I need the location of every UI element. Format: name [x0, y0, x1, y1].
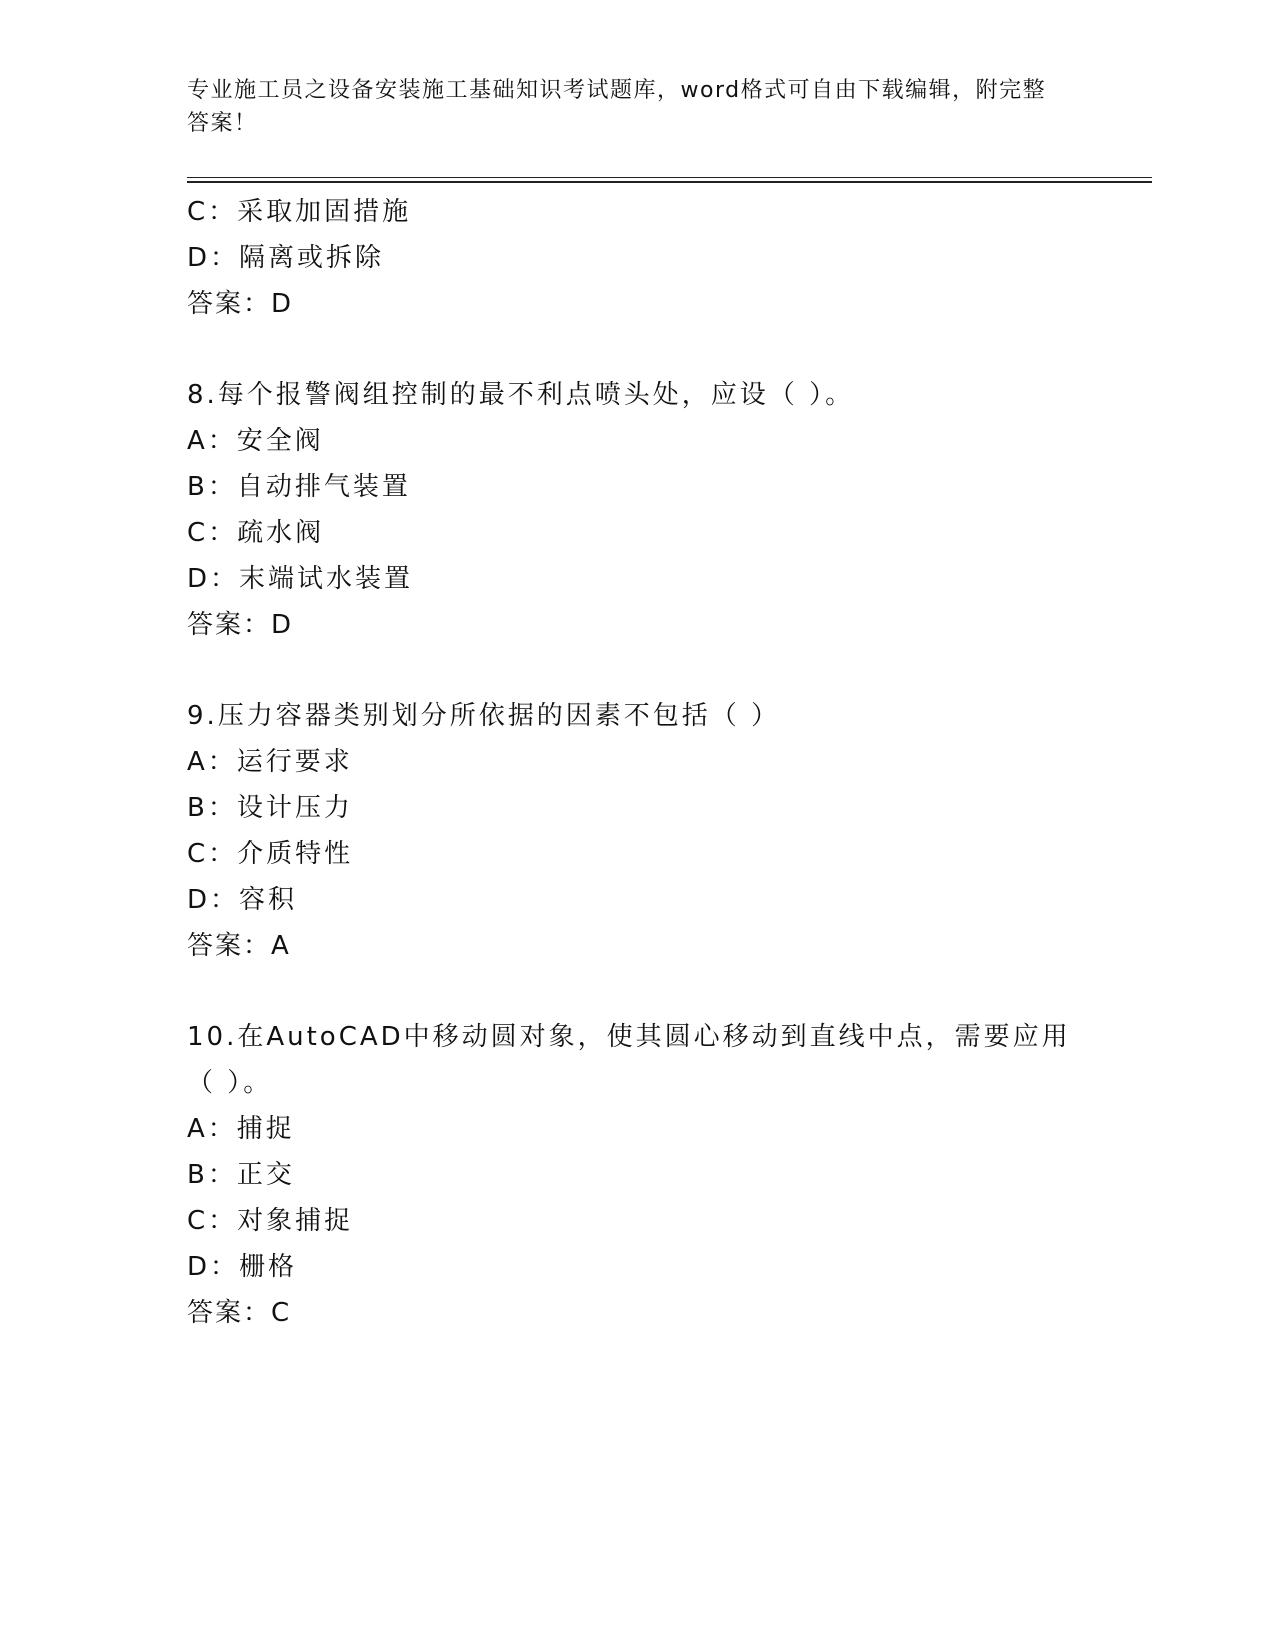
answer-line: 答案：C — [187, 1298, 292, 1328]
answer-line: 答案：A — [187, 931, 291, 961]
header-divider-thin — [187, 177, 1152, 178]
question-stem: 9.压力容器类别划分所依据的因素不包括（ ） — [187, 701, 781, 731]
spacer — [187, 969, 1087, 1014]
question-block-prev — [187, 189, 1087, 327]
question-block-8 — [187, 372, 1087, 648]
header-divider-thick — [187, 181, 1152, 183]
option-b: B：自动排气装置 — [187, 472, 411, 502]
option-a: A：运行要求 — [187, 747, 353, 777]
question-list — [187, 189, 1087, 1336]
spacer — [187, 648, 1087, 693]
option-b: B：正交 — [187, 1160, 295, 1190]
option-c: C：采取加固措施 — [187, 197, 412, 227]
answer-line: 答案：D — [187, 289, 294, 319]
option-c: C：介质特性 — [187, 839, 354, 869]
answer-line: 答案：D — [187, 610, 294, 640]
option-c: C：对象捕捉 — [187, 1206, 354, 1236]
header-title: 专业施工员之设备安装施工基础知识考试题库，word格式可自由下载编辑，附完整答案！ — [187, 78, 1047, 136]
spacer — [187, 327, 1087, 372]
option-d: D：末端试水装置 — [187, 564, 414, 594]
option-c: C：疏水阀 — [187, 518, 325, 548]
option-d: D：容积 — [187, 885, 298, 915]
option-d: D：栅格 — [187, 1252, 298, 1282]
option-a: A：安全阀 — [187, 426, 324, 456]
question-stem: 8.每个报警阀组控制的最不利点喷头处，应设（ ）。 — [187, 380, 855, 410]
document-header — [187, 74, 1067, 140]
option-b: B：设计压力 — [187, 793, 353, 823]
option-d: D：隔离或拆除 — [187, 243, 385, 273]
question-block-10 — [187, 1014, 1087, 1336]
question-block-9 — [187, 693, 1087, 969]
option-a: A：捕捉 — [187, 1114, 295, 1144]
question-stem: 10.在AutoCAD中移动圆对象，使其圆心移动到直线中点，需要应用（ ）。 — [187, 1022, 1071, 1098]
